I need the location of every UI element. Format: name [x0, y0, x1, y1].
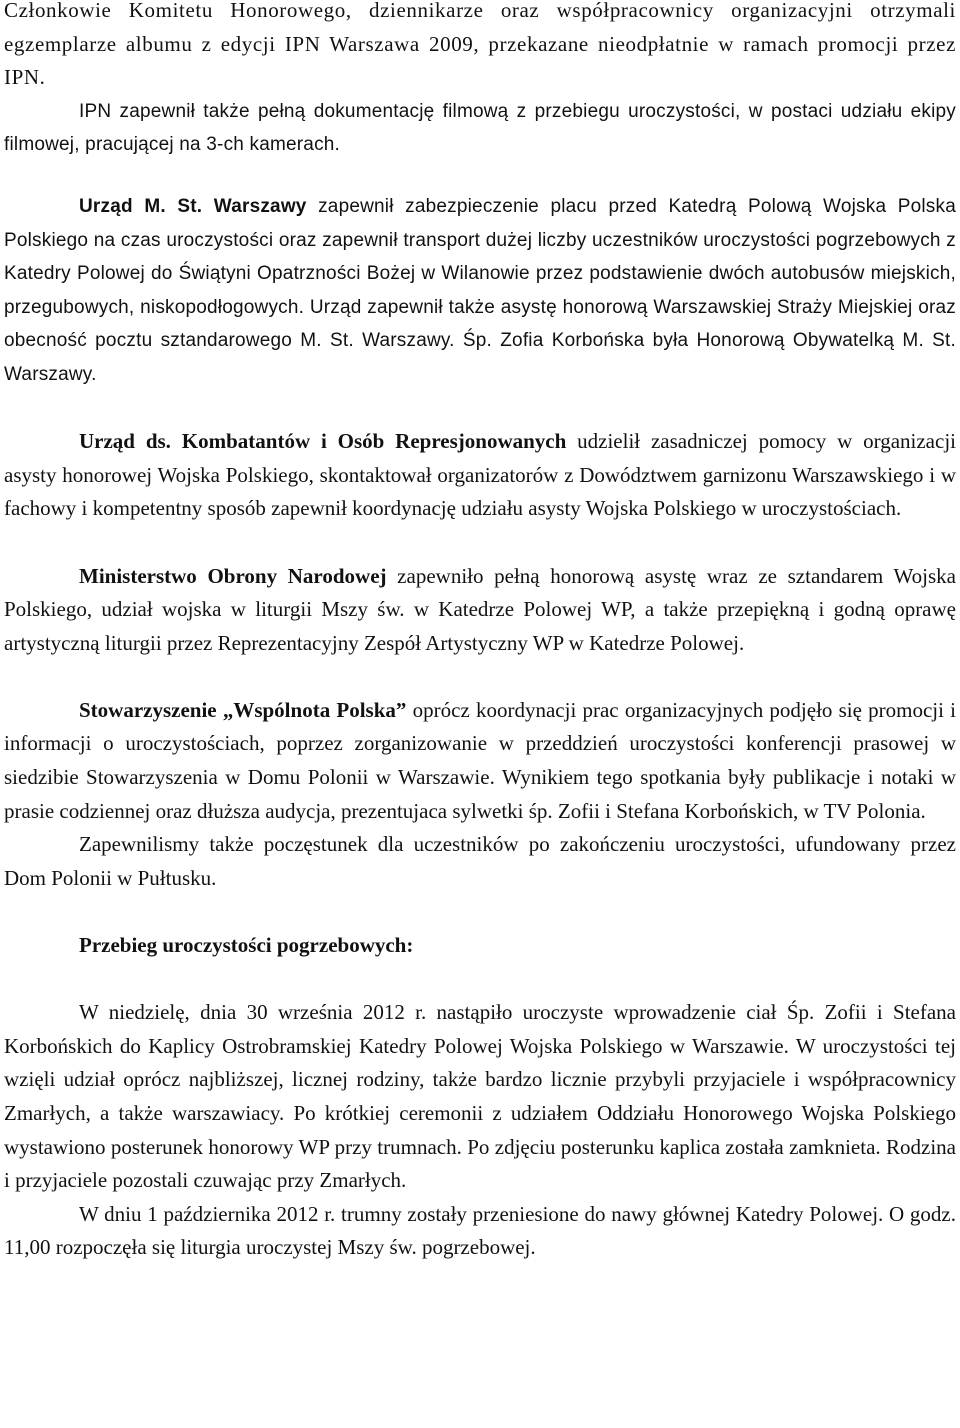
paragraph-defence-ministry: [4, 560, 956, 661]
org-name-city-warsaw: Urząd M. St. Warszawy: [79, 195, 307, 217]
paragraph-wspolnota-polska-text: oprócz koordynacji prac organizacyjnych podjęło się promocji i informacji o uroczystościach, poprzez zorganizowanie w przeddzień uroczystości konferencji prasowej w siedzibie Stowarzyszenia w Domu Polonii w Warszawie. Wynikiem tego spotkania były publikacje i notaki w prasie codziennej oraz dłuższa audycja, prezentujaca sylwetki śp. Zofii i Stefana Korbońskich, w TV Polonia.: [4, 697, 957, 823]
section-heading: Przebieg uroczystości pogrzebowych:: [79, 933, 414, 958]
spacer: [4, 392, 956, 426]
org-name-wspolnota-polska: Stowarzyszenie „Wspólnota Polska”: [79, 697, 407, 722]
paragraph-album-copies: Członkowie Komitetu Honorowego, dziennikarze oraz współpracownicy organizacyjni otrzymali egzemplarze albumu z edycji IPN Warszawa 2009, przekazane nieodpłatnie w ramach promocji przez IPN.: [4, 0, 956, 90]
org-name-veterans-office: Urząd ds. Kombatantów i Osób Represjonowanych: [79, 429, 567, 454]
paragraph-veterans-office: [4, 425, 956, 526]
paragraph-ipn-documentation: IPN zapewnił także pełną dokumentację filmową z przebiegu uroczystości, w postaci udziału ekipy filmowej, pracującej na 3-ch kamerach.: [4, 100, 956, 156]
paragraph-city-warsaw: [4, 190, 956, 392]
paragraph-october-1: W dniu 1 października 2012 r. trumny zostały przeniesione do nawy głównej Katedry Polowej. O godz. 11,00 rozpoczęła się liturgia uroczystej Mszy św. pogrzebowej.: [4, 1201, 956, 1260]
paragraph-veterans-office-text: udzielił zasadniczej pomocy w organizacji asysty honorowej Wojska Polskiego, skontaktował organizatorów z Dowództwem garnizonu Warszawskiego i w fachowy i kompetentny sposób zapewnił koordynację udziału asysty Wojska Polskiego w uroczystościach.: [4, 429, 956, 521]
paragraph-city-warsaw-text: zapewnił zabezpieczenie placu przed Katedrą Polową Wojska Polska Polskiego na czas uroczystości oraz zapewnił transport dużej liczby uczestników uroczystości pogrzebowych z Katedry Polowej do Świątyni Opatrzności Bożej w Wilanowie przez podstawienie dwóch autobusów miejskich, przegubowych, niskopodłogowych. Urząd zapewnił także asystę honorową Warszawskiej Straży Miejskiej oraz obecność pocztu sztandarowego M. St. Warszawy. Śp. Zofia Korbońska była Honorową Obywatelką M. St. Warszawy.: [4, 195, 956, 385]
paragraph-september-30: W niedzielę, dnia 30 września 2012 r. nastąpiło uroczyste wprowadzenie ciał Śp. Zofii i Stefana Korbońskich do Kaplicy Ostrobramskiej Katedry Polowej Wojska Polskiego w Warszawie. W uroczystości tej wzięli udział oprócz najbliższej, licznej rodziny, także bardzo licznie przybyli przyjaciele i współpracownicy Zmarłych, a także warszawiacy. Po krótkiej ceremonii z udziałem Oddziału Honorowego Wojska Polskiego wystawiono posterunek honorowy WP przy trumnach. Po zdjęciu posterunku kaplica została zamknieta. Rodzina i przyjaciele pozostali czuwając przy Zmarłych.: [4, 1000, 956, 1193]
spacer: [4, 526, 956, 560]
org-name-defence-ministry: Ministerstwo Obrony Narodowej: [79, 563, 387, 588]
paragraph-defence-ministry-text: zapewniło pełną honorową asystę wraz ze sztandarem Wojska Polskiego, udział wojska w liturgii Mszy św. w Katedrze Polowej WP, a także przepiękną i godną oprawę artystyczną liturgii przez Reprezentacyjny Zespół Artystyczny WP w Katedrze Polowej.: [4, 563, 956, 655]
spacer: [4, 660, 956, 694]
spacer: [4, 895, 956, 929]
paragraph-wspolnota-polska: [4, 694, 956, 828]
spacer: [4, 162, 956, 190]
spacer: [4, 963, 956, 997]
paragraph-refreshments: Zapewnilismy także poczęstunek dla uczestników po zakończeniu uroczystości, ufundowany przez Dom Polonii w Pułtusku.: [4, 832, 956, 890]
document-page: [4, 0, 956, 1265]
